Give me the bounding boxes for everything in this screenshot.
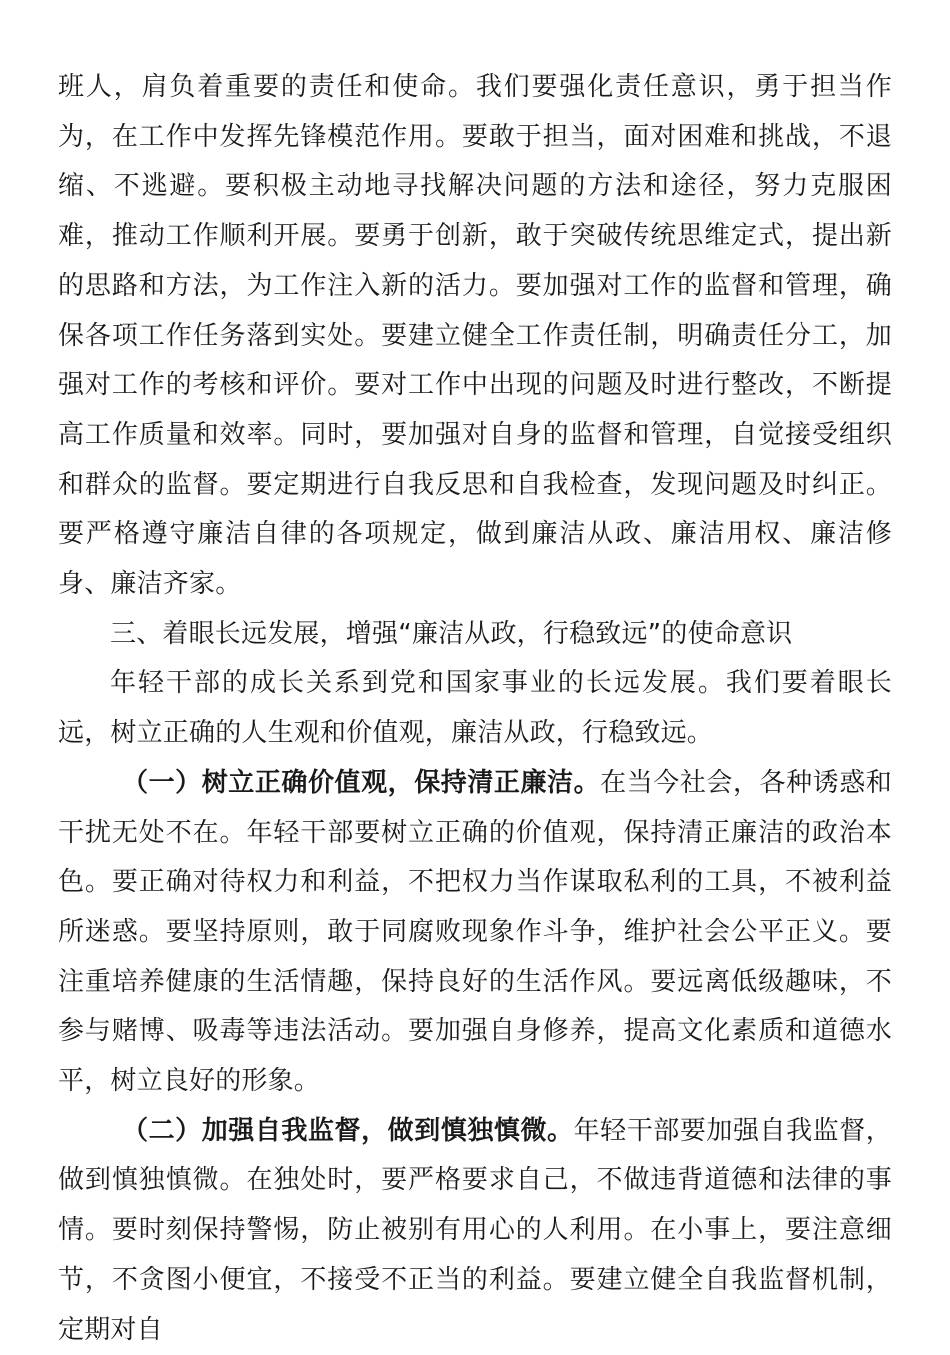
document-page (58, 63, 892, 1355)
paragraph-intro: 年轻干部的成长关系到党和国家事业的长远发展。我们要着眼长远，树立正确的人生观和价值观，廉洁从政，行稳致远。 (58, 668, 892, 749)
section-heading-three: 三、着眼长远发展，增强“廉洁从政，行稳致远”的使命意识 (110, 618, 793, 649)
subsection-two-body: 年轻干部要加强自我监督，做到慎独慎微。在独处时，要严格要求自己，不做违背道德和法律的事情。要时刻保持警惕，防止被别有用心的人利用。在小事上，要注意细节，不贪图小便宜，不接受不正当的利益。要建立健全自我监督机制，定期对自 (58, 1115, 892, 1345)
subsection-one-title: （一）树立正确价值观，保持清正廉洁。 (122, 767, 601, 798)
subsection-one-body: 在当今社会，各种诱惑和干扰无处不在。年轻干部要树立正确的价值观，保持清正廉洁的政治本色。要正确对待权力和利益，不把权力当作谋取私利的工具，不被利益所迷惑。要坚持原则，敢于同腐败现象作斗争，维护社会公平正义。要注重培养健康的生活情趣，保持良好的生活作风。要远离低级趣味，不参与赌博、吸毒等违法活动。要加强自身修养，提高文化素质和道德水平，树立良好的形象。 (58, 767, 892, 1097)
subsection-one (58, 759, 892, 1107)
subsection-two (58, 1107, 892, 1355)
paragraph-continuation: 班人，肩负着重要的责任和使命。我们要强化责任意识，勇于担当作为，在工作中发挥先锋模范作用。要敢于担当，面对困难和挑战，不退缩、不逃避。要积极主动地寻找解决问题的方法和途径，努力克服困难，推动工作顺利开展。要勇于创新，敢于突破传统思维定式，提出新的思路和方法，为工作注入新的活力。要加强对工作的监督和管理，确保各项工作任务落到实处。要建立健全工作责任制，明确责任分工，加强对工作的考核和评价。要对工作中出现的问题及时进行整改，不断提高工作质量和效率。同时，要加强对自身的监督和管理，自觉接受组织和群众的监督。要定期进行自我反思和自我检查，发现问题及时纠正。要严格遵守廉洁自律的各项规定，做到廉洁从政、廉洁用权、廉洁修身、廉洁齐家。 (58, 72, 892, 600)
subsection-two-title: （二）加强自我监督，做到慎独慎微。 (122, 1115, 574, 1146)
